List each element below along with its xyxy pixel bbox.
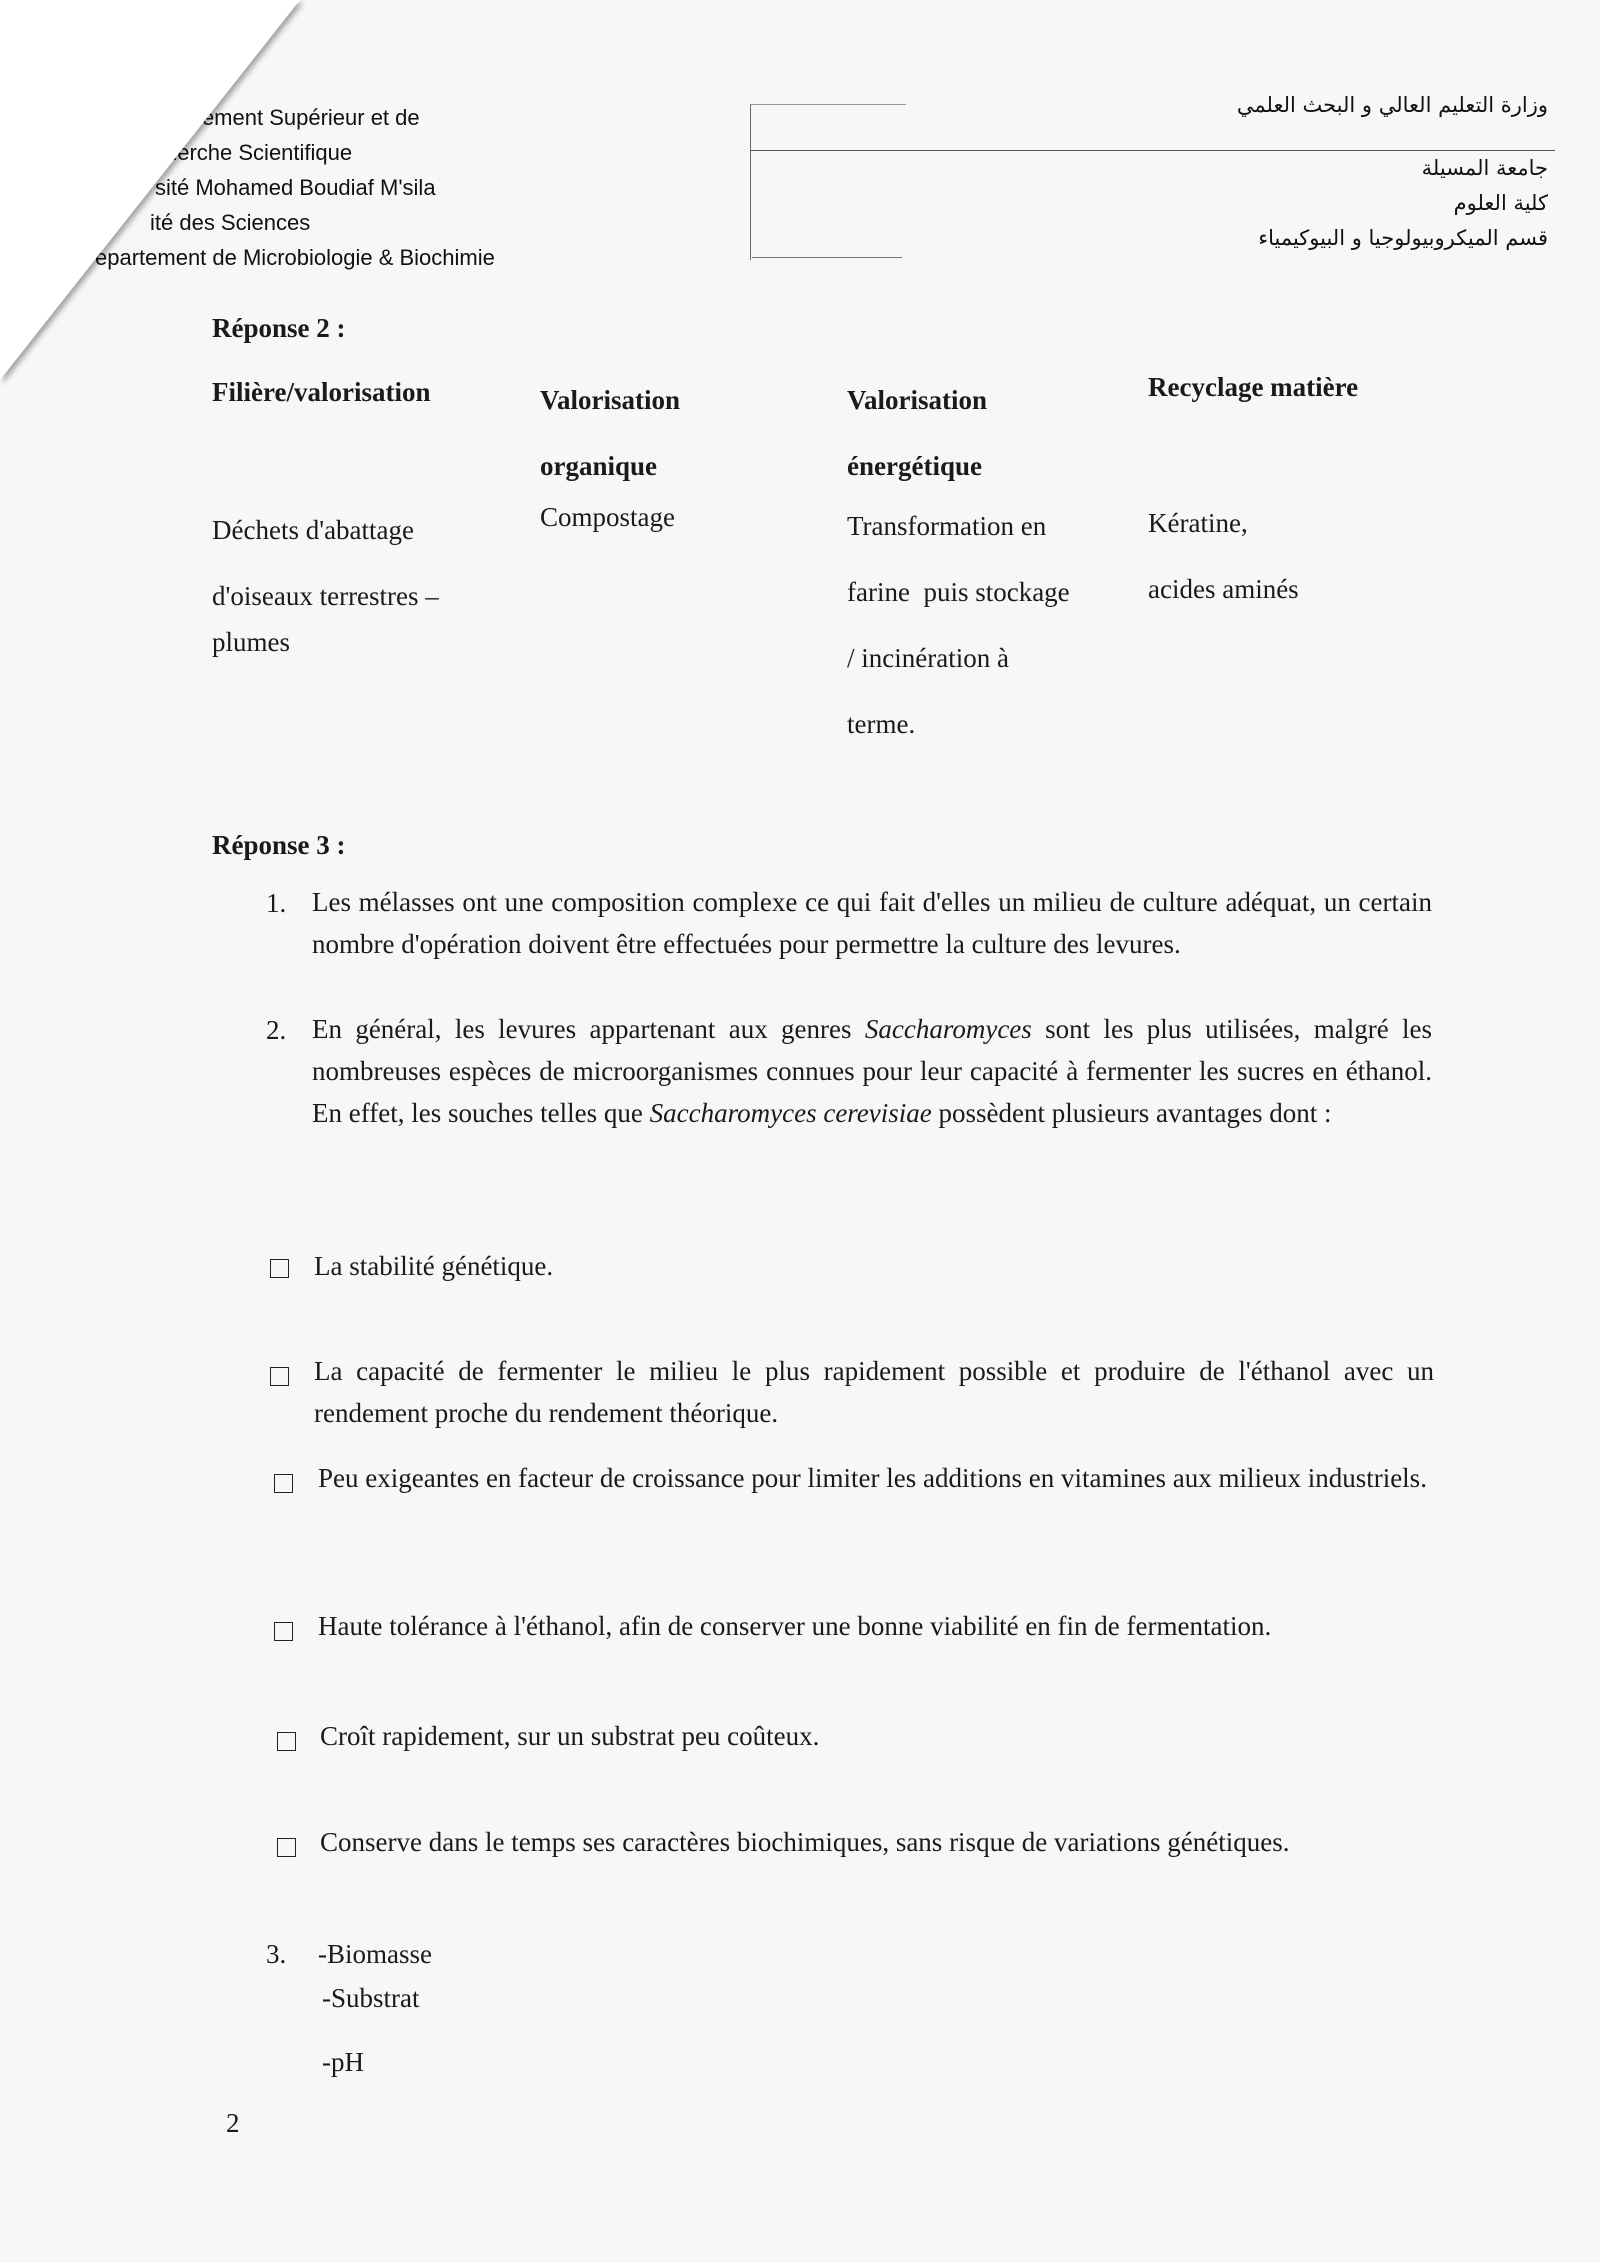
table-cell-organique [540,495,820,539]
list-number: 1. [266,888,287,918]
table-cell-line: Transformation en [847,511,1047,541]
bullet-item: La capacité de fermenter le milieu le plus rapidement possible et produire de l'éthanol avec un rendement proche du rendement théorique. [314,1356,1434,1428]
table-cell-line: d'oiseaux terrestres – [212,581,439,611]
species-name: Saccharomyces [864,1014,1032,1044]
checkbox-bullet [274,1474,293,1493]
table-cell-line: / incinération à [847,643,1009,673]
header-ar-line: كلية العلوم [1453,191,1548,215]
table-header-line: organique [540,451,658,481]
header-fr-line: epartement de Microbiologie & Biochimie [95,245,495,270]
table-cell-recyclage [1148,490,1428,622]
header-ar-line: وزارة التعليم العالي و البحث العلمي [1236,93,1548,117]
item2-text: En général, les levures appartenant aux genres [312,1014,865,1044]
checkbox-bullet [270,1259,289,1278]
table-cell-line: Déchets d'abattage [212,515,415,545]
table-cell-filiere [212,497,532,675]
header-fr-line: e l'Enseignement Supérieur et de [95,105,420,130]
list-number: 2. [266,1015,287,1045]
table-header-line: Valorisation [847,385,988,415]
bullet-item: Peu exigeantes en facteur de croissance pour limiter les additions en vitamines aux milieux industriels. [318,1463,1427,1493]
header-fr-line: sité Mohamed Boudiaf M'sila [155,175,436,200]
table-header-organique [540,367,800,499]
bullet-item: Croît rapidement, sur un substrat peu coûteux. [320,1721,820,1751]
table-header-line: Recyclage matière [1148,372,1359,402]
checkbox-bullet [277,1732,296,1751]
bullet-item: Haute tolérance à l'éthanol, afin de conserver une bonne viabilité en fin de fermentation. [318,1611,1272,1641]
list-item-2 [312,1008,1432,1134]
reponse2-title: Réponse 2 : [212,313,346,343]
table-cell-line: Kératine, [1148,508,1248,538]
bullet-item: Conserve dans le temps ses caractères biochimiques, sans risque de variations génétiques. [320,1827,1290,1857]
table-cell-line: farine puis stockage [847,577,1070,607]
page-number: 2 [226,2108,240,2138]
header-arabic [1237,88,1548,256]
reponse3-title: Réponse 3 : [212,830,346,860]
table-cell-line: Compostage [540,502,675,532]
table-cell-line: acides aminés [1148,574,1299,604]
list-item-1: Les mélasses ont une composition complexe ce qui fait d'elles un milieu de culture adéquat, un certain nombre d'opération doivent être effectuées pour permettre la culture des levures. [312,887,1432,959]
header-ar-line: جامعة المسيلة [1421,156,1548,180]
header-fr-line: herche Scientifique [165,140,353,165]
checkbox-bullet [270,1367,289,1386]
bullet-item: La stabilité génétique. [314,1251,554,1281]
checkbox-bullet [274,1622,293,1641]
list-item-3-line: -pH [322,2047,364,2077]
table-cell-line: terme. [847,709,916,739]
table-header-energetique [847,367,1107,499]
checkbox-bullet [277,1838,296,1857]
table-cell-energetique [847,493,1137,757]
table-header-recyclage [1148,365,1448,409]
header-ar-line: قسم الميكروبيولوجيا و البيوكيمياء [1258,226,1548,250]
list-number: 3. [266,1939,287,1969]
header-stamp-box [750,104,906,260]
item2-text: possèdent plusieurs avantages dont : [931,1098,1332,1128]
list-item-3-line: -Biomasse [318,1939,432,1969]
table-cell-line: plumes [212,627,290,657]
item2-text: sont les plus utilisées, malgré les nombreuses espèces de microorganismes connues pour leur capacité à fermenter les sucres en éthanol. En effet, les souches telles que [312,1014,1432,1128]
header-stamp-underline [752,257,902,258]
table-header-line: énergétique [847,451,982,481]
table-header-line: Filière/valorisation [212,377,431,407]
list-item-3-line: -Substrat [322,1983,420,2013]
table-header-line: Valorisation [540,385,681,415]
header-fr-line: ité des Sciences [150,210,311,235]
species-name: Saccharomyces cerevisiae [649,1098,932,1128]
folded-corner [0,0,300,380]
